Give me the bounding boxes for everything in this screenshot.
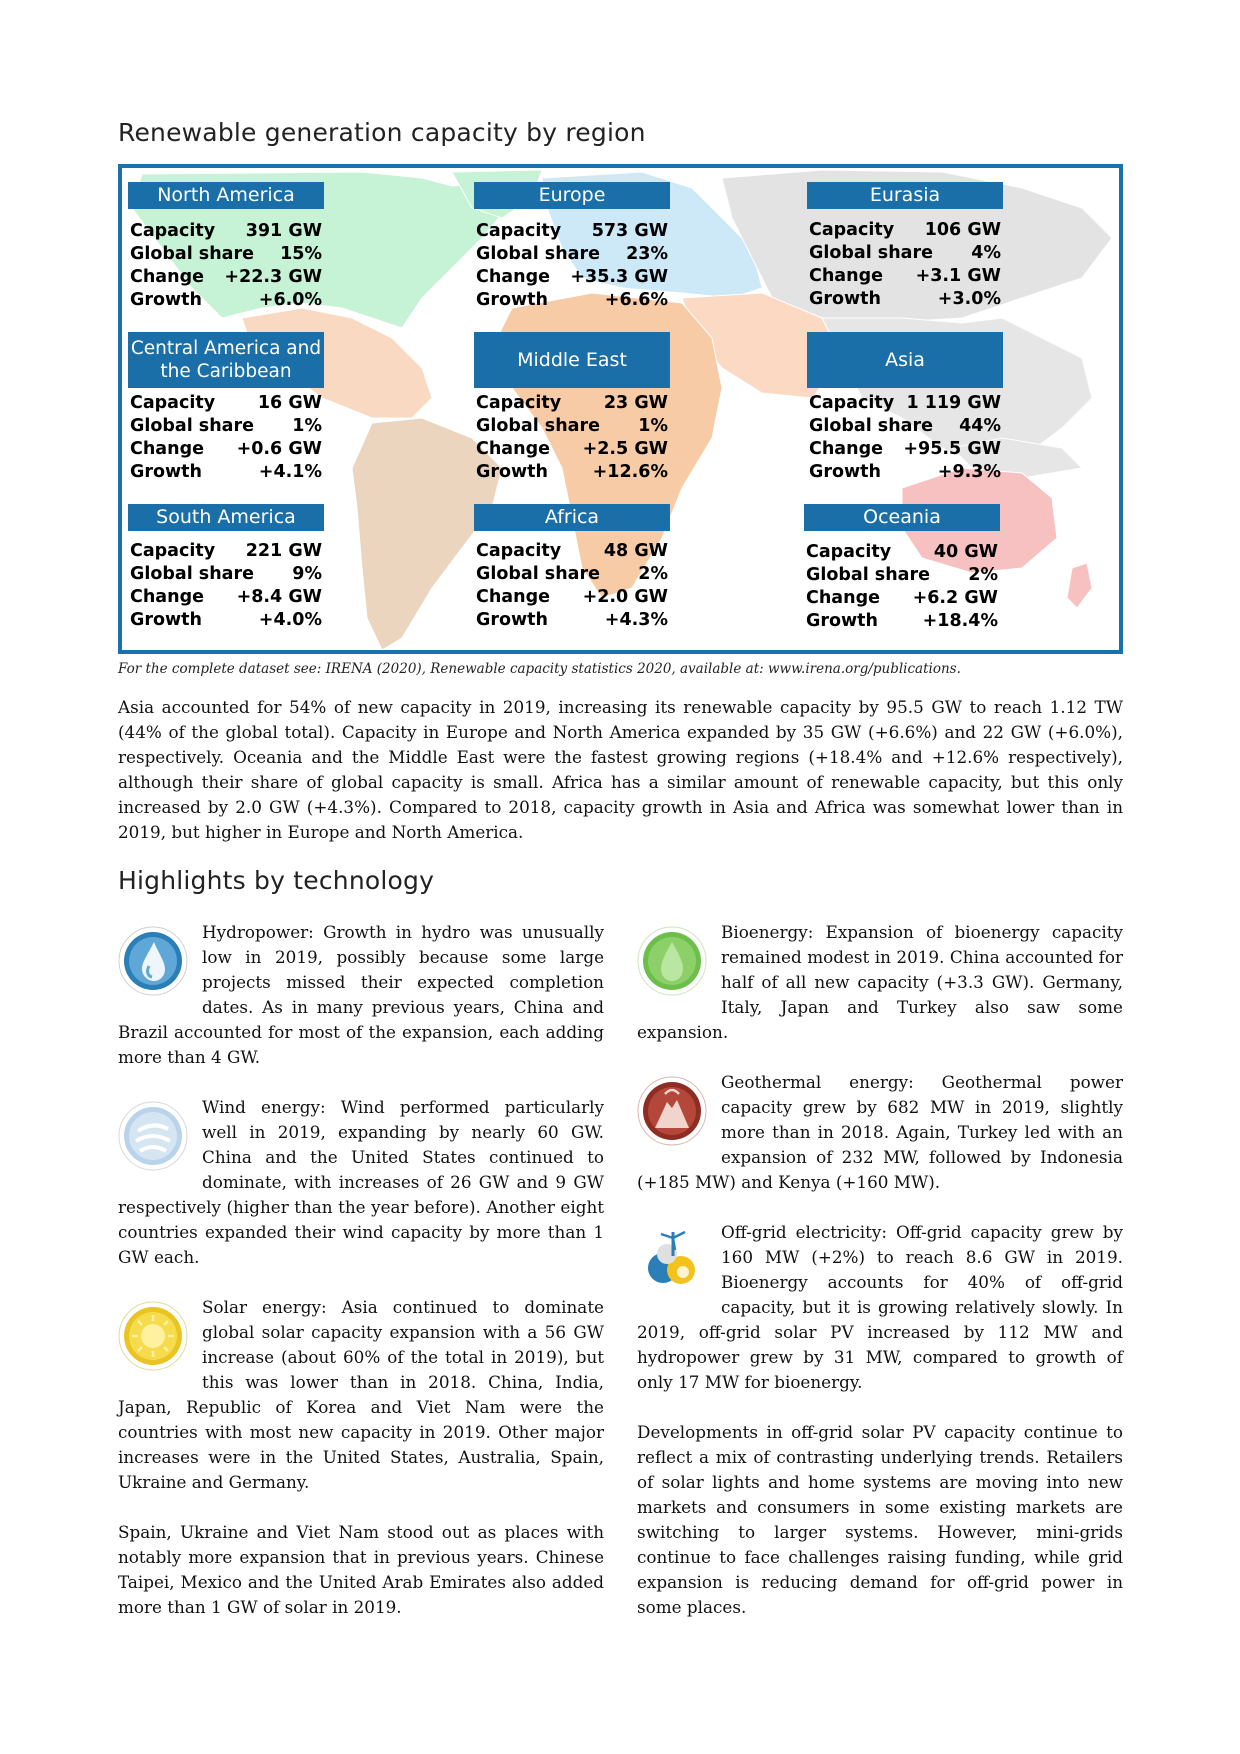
stat-value-share: 9% [292, 564, 322, 584]
stat-value-growth: +4.1% [258, 462, 322, 482]
region-stats-europe [476, 220, 668, 312]
tech-block-wind [118, 1095, 604, 1270]
tech-text-solar: Solar energy: Asia continued to dominate global solar capacity expansion with a 56 GW increase (about 60% of the total in 2019), but this was lower than in 2018. China, India, Japan, Republic of Korea and Viet Nam were the countries with most new capacity in 2019. Other major increases were in the United States, Australia, Spain, Ukraine and Germany. [118, 1297, 604, 1492]
region-header-north-america: North America [128, 182, 324, 209]
stat-label-growth: Growth [476, 290, 549, 310]
tech-block-bioenergy [637, 920, 1123, 1045]
stat-value-change: +22.3 GW [224, 267, 322, 287]
solar-icon [118, 1301, 188, 1371]
region-stats-africa [476, 540, 668, 632]
stat-label-capacity: Capacity [476, 221, 562, 241]
stat-label-growth: Growth [476, 610, 549, 630]
geothermal-icon [637, 1076, 707, 1146]
tech-text-geothermal: Geothermal energy: Geothermal power capacity grew by 682 MW in 2019, slightly more than in 2018. Again, Turkey led with an expansion of 232 MW, followed by Indonesia (+185 MW) and Kenya (+160 MW). [637, 1072, 1123, 1192]
stat-value-share: 44% [959, 416, 1001, 436]
hydro-icon [118, 926, 188, 996]
stat-value-capacity: 106 GW [924, 220, 1001, 240]
stat-value-capacity: 23 GW [603, 393, 668, 413]
region-header-south-america: South America [128, 504, 324, 531]
region-stats-central-america [130, 392, 322, 484]
stat-value-share: 1% [292, 416, 322, 436]
stat-value-growth: +6.0% [258, 290, 322, 310]
stat-label-growth: Growth [809, 289, 882, 309]
stat-value-share: 4% [971, 243, 1001, 263]
stat-label-share: Global share [130, 564, 254, 584]
stat-label-capacity: Capacity [806, 542, 892, 562]
stat-label-growth: Growth [130, 290, 203, 310]
region-header-africa: Africa [474, 504, 670, 531]
wind-icon [118, 1101, 188, 1171]
region-header-oceania: Oceania [804, 504, 1000, 531]
region-header-europe: Europe [474, 182, 670, 209]
stat-label-share: Global share [130, 244, 254, 264]
stat-value-capacity: 1 119 GW [906, 393, 1001, 413]
stat-value-share: 15% [280, 244, 322, 264]
tech-text-offgrid: Off-grid electricity: Off-grid capacity grew by 160 MW (+2%) to reach 8.6 GW in 2019. Bioenergy accounts for 40% of off-grid capacity, but it is growing relatively slowly. In 2019, off-grid solar PV increased by 112 MW and hydropower grew by 31 MW, compared to growth of only 17 MW for bioenergy. [637, 1222, 1123, 1392]
stat-value-change: +0.6 GW [236, 439, 322, 459]
stat-value-growth: +4.0% [258, 610, 322, 630]
tech-text-hydro: Hydropower: Growth in hydro was unusually low in 2019, possibly because some large projects missed their expected completion dates. As in many previous years, China and Brazil accounted for most of the expansion, each adding more than 4 GW. [118, 922, 604, 1067]
stat-label-change: Change [476, 267, 550, 287]
intro-paragraph: Asia accounted for 54% of new capacity in 2019, increasing its renewable capacity by 95.5 GW to reach 1.12 TW (44% of the global total). Capacity in Europe and North America expanded by 35 GW (+6.6%) and 22 GW (+6.0%), respectively. Oceania and the Middle East were the fastest growing regions (+18.4% and +12.6% respectively), although their share of global capacity is small. Africa has a similar amount of renewable capacity, but this only increased by 2.0 GW (+4.3%). Compared to 2018, capacity growth in Asia and Africa was somewhat lower than in 2019, but higher in Europe and North America. [118, 697, 1123, 842]
stat-label-share: Global share [476, 564, 600, 584]
stat-label-growth: Growth [809, 462, 882, 482]
bioenergy-icon [637, 926, 707, 996]
stat-label-change: Change [806, 588, 880, 608]
stat-label-growth: Growth [806, 611, 879, 631]
section-title-regions: Renewable generation capacity by region [118, 118, 646, 147]
stat-value-capacity: 391 GW [245, 221, 322, 241]
tech-block-solar [118, 1295, 604, 1495]
stat-value-change: +2.5 GW [582, 439, 668, 459]
stat-label-capacity: Capacity [130, 221, 216, 241]
stat-label-capacity: Capacity [476, 393, 562, 413]
region-header-eurasia: Eurasia [807, 182, 1003, 209]
region-stats-eurasia [809, 219, 1001, 311]
stat-value-growth: +4.3% [604, 610, 668, 630]
tech-block-geothermal [637, 1070, 1123, 1195]
stat-label-capacity: Capacity [809, 393, 895, 413]
stat-value-share: 23% [626, 244, 668, 264]
tech-text-offgrid-extra: Developments in off-grid solar PV capacity continue to reflect a mix of contrasting underlying trends. Retailers of solar lights and home systems are moving into new markets and consumers in some existing markets are switching to larger systems. However, mini-grids continue to face challenges raising funding, while grid expansion is reducing demand for off-grid power in some places. [637, 1422, 1123, 1617]
stat-value-capacity: 16 GW [257, 393, 322, 413]
section-title-technology: Highlights by technology [118, 866, 435, 895]
stat-value-growth: +12.6% [592, 462, 668, 482]
stat-label-change: Change [476, 439, 550, 459]
stat-label-share: Global share [809, 416, 933, 436]
tech-block-hydro [118, 920, 604, 1070]
stat-value-growth: +3.0% [937, 289, 1001, 309]
tech-text-solar-extra: Spain, Ukraine and Viet Nam stood out as places with notably more expansion that in previous years. Chinese Taipei, Mexico and the United Arab Emirates also added more than 1 GW of solar in 2019. [118, 1522, 604, 1617]
stat-value-change: +8.4 GW [236, 587, 322, 607]
stat-label-change: Change [130, 439, 204, 459]
stat-value-change: +35.3 GW [570, 267, 668, 287]
stat-value-change: +3.1 GW [915, 266, 1001, 286]
region-stats-north-america [130, 220, 322, 312]
stat-label-capacity: Capacity [130, 393, 216, 413]
stat-value-capacity: 573 GW [591, 221, 668, 241]
tech-text-bioenergy: Bioenergy: Expansion of bioenergy capacity remained modest in 2019. China accounted for half of all new capacity (+3.3 GW). Germany, Italy, Japan and Turkey also saw some expansion. [637, 922, 1123, 1042]
stat-value-growth: +18.4% [922, 611, 998, 631]
stat-label-growth: Growth [130, 462, 203, 482]
stat-value-share: 2% [638, 564, 668, 584]
stat-value-capacity: 40 GW [933, 542, 998, 562]
stat-value-capacity: 221 GW [245, 541, 322, 561]
region-header-middle-east: Middle East [474, 332, 670, 388]
source-note: For the complete dataset see: IRENA (2020), Renewable capacity statistics 2020, available at: www.irena.org/publications. [118, 661, 961, 677]
stat-label-share: Global share [130, 416, 254, 436]
stat-value-share: 1% [638, 416, 668, 436]
region-stats-south-america [130, 540, 322, 632]
stat-value-change: +2.0 GW [582, 587, 668, 607]
stat-value-change: +6.2 GW [912, 588, 998, 608]
stat-value-change: +95.5 GW [903, 439, 1001, 459]
offgrid-icon [637, 1226, 707, 1296]
region-stats-oceania [806, 541, 998, 633]
stat-value-growth: +9.3% [937, 462, 1001, 482]
stat-label-change: Change [130, 587, 204, 607]
region-stats-asia [809, 392, 1001, 484]
stat-label-change: Change [130, 267, 204, 287]
region-header-central-america: Central America and the Caribbean [128, 332, 324, 388]
new-zealand-shape [1067, 563, 1092, 608]
region-header-asia: Asia [807, 332, 1003, 388]
stat-label-growth: Growth [130, 610, 203, 630]
stat-label-change: Change [809, 266, 883, 286]
stat-value-growth: +6.6% [604, 290, 668, 310]
tech-block-offgrid [637, 1220, 1123, 1395]
stat-label-share: Global share [476, 244, 600, 264]
stat-label-capacity: Capacity [476, 541, 562, 561]
stat-value-share: 2% [968, 565, 998, 585]
stat-label-share: Global share [806, 565, 930, 585]
region-stats-middle-east [476, 392, 668, 484]
region-map-panel [118, 164, 1123, 654]
stat-label-capacity: Capacity [130, 541, 216, 561]
stat-label-change: Change [809, 439, 883, 459]
stat-label-capacity: Capacity [809, 220, 895, 240]
stat-label-growth: Growth [476, 462, 549, 482]
stat-label-share: Global share [476, 416, 600, 436]
stat-label-share: Global share [809, 243, 933, 263]
stat-label-change: Change [476, 587, 550, 607]
stat-value-capacity: 48 GW [603, 541, 668, 561]
tech-text-wind: Wind energy: Wind performed particularly well in 2019, expanding by nearly 60 GW. China and the United States continued to dominate, with increases of 26 GW and 9 GW respectively (higher than the year before). Another eight countries expanded their wind capacity by more than 1 GW each. [118, 1097, 604, 1267]
